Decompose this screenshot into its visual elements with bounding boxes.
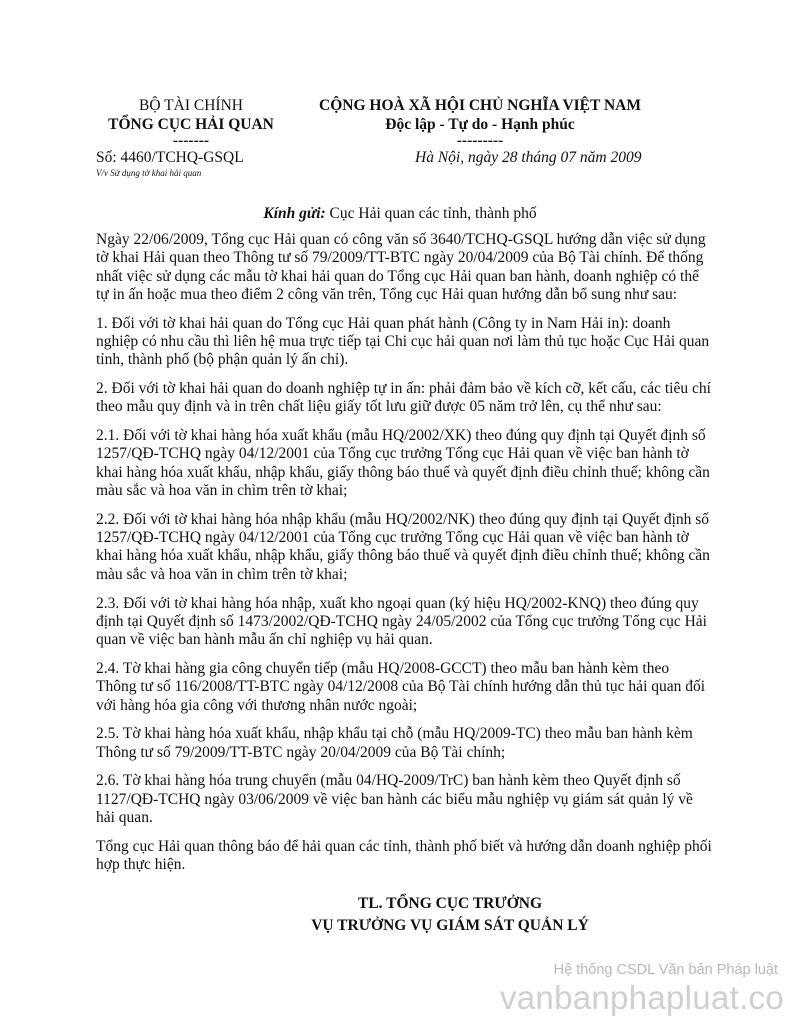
recipient-value: Cục Hải quan các tỉnh, thành phố xyxy=(325,205,537,222)
right-divider: --------- xyxy=(456,132,504,149)
national-motto: Độc lập - Tự do - Hạnh phúc xyxy=(385,116,575,133)
watermark-caption: Hệ thống CSDL Văn bản Pháp luật xyxy=(553,962,778,978)
recipient-line xyxy=(0,205,800,223)
paragraph-item-2: 2. Đối với tờ khai hải quan do doanh nghiệp tự in ấn: phải đảm bảo về kích cỡ, kết cấu, các tiêu chí theo mẫu quy định và in trên chất liệu giấy tốt lưu giữ được 05 năm trở lên, cụ thể như sau: xyxy=(96,380,711,416)
paragraph-item-2-1: 2.1. Đối với tờ khai hàng hóa xuất khẩu (mẫu HQ/2002/XK) theo đúng quy định tại Quyết định số 1257/QĐ-TCHQ ngày 04/12/2001 của Tổng cục trưởng Tổng cục Hải quan về việc ban hành tờ khai hàng hóa xuất khẩu, nhập khẩu, giấy thông báo thuế và quyết định điều chỉnh thuế; không cần màu sắc và hoa văn in chìm trên tờ khai; xyxy=(96,427,710,500)
country-name: CỘNG HOÀ XÃ HỘI CHỦ NGHĨA VIỆT NAM xyxy=(319,97,641,114)
signature-title-1: TL. TỔNG CỤC TRƯỞNG xyxy=(357,895,543,912)
document-number: Số: 4460/TCHQ-GSQL xyxy=(96,149,244,166)
left-divider: ------- xyxy=(172,132,210,149)
ministry-name: BỘ TÀI CHÍNH xyxy=(139,97,243,114)
signature-block xyxy=(250,893,650,937)
closing-paragraph: Tổng cục Hải quan thông báo để hải quan các tỉnh, thành phố biết và hướng dẫn doanh nghiệp phối hợp thực hiện. xyxy=(96,837,712,874)
paragraph-item-2-2: 2.2. Đối với tờ khai hàng hóa nhập khẩu (mẫu HQ/2002/NK) theo đúng quy định tại Quyết định số 1257/QĐ-TCHQ ngày 04/12/2001 của Tổng cục trưởng Tổng cục Hải quan về việc ban hành tờ khai hàng hóa xuất khẩu, nhập khẩu, giấy thông báo thuế và quyết định điều chỉnh thuế; không cần màu sắc và hoa văn in chìm trên tờ khai; xyxy=(96,510,710,583)
paragraph-item-2-6: 2.6. Tờ khai hàng hóa trung chuyển (mẫu 04/HQ-2009/TrC) ban hành kèm theo Quyết định số 1127/QĐ-TCHQ ngày 03/06/2009 về việc ban hành các biểu mẫu nghiệp vụ giám sát quản lý về hải quan. xyxy=(96,772,693,827)
paragraph-item-2-3: 2.3. Đối với tờ khai hàng hóa nhập, xuất kho ngoại quan (ký hiệu HQ/2002-KNQ) theo đúng quy định tại Quyết định số 1473/2002/QĐ-TCHQ ngày 24/05/2002 của Tổng cục trưởng Tổng cục Hải quan về việc ban hành mẫu ấn chỉ nghiệp vụ hải quan. xyxy=(96,594,707,649)
place-and-date: Hà Nội, ngày 28 tháng 07 năm 2009 xyxy=(415,149,642,166)
document-body xyxy=(96,231,712,885)
issuer-block xyxy=(96,96,286,148)
national-header xyxy=(300,96,660,148)
recipient-label: Kính gửi: xyxy=(263,205,326,222)
document-subject: V/v Sử dụng tờ khai hải quan xyxy=(96,168,202,178)
paragraph-item-1: 1. Đối với tờ khai hải quan do Tổng cục Hải quan phát hành (Công ty in Nam Hải in): doanh nghiệp có nhu cầu thì liên hệ mua trực tiếp tại Chi cục hải quan nơi làm thủ tục hoặc Cục Hải quan tỉnh, thành phố (bộ phận quản lý ấn chỉ). xyxy=(96,314,710,369)
paragraph-item-2-4: 2.4. Tờ khai hàng gia công chuyển tiếp (mẫu HQ/2008-GCCT) theo mẫu ban hành kèm theo Thông tư số 116/2008/TT-BTC ngày 04/12/2008 của Bộ Tài chính hướng dẫn thủ tục hải quan đối với hàng hóa gia công với thương nhân nước ngoài; xyxy=(96,659,706,714)
intro-paragraph: Ngày 22/06/2009, Tổng cục Hải quan có công văn số 3640/TCHQ-GSQL hướng dẫn việc sử dụng tờ khai Hải quan theo Thông tư số 79/2009/TT-BTC ngày 20/04/2009 của Bộ Tài chính. Để thống nhất việc sử dụng các mẫu tờ khai hải quan do Tổng cục Hải quan ban hành, doanh nghiệp có thể tự in ấn hoặc mua theo điểm 2 công văn trên, Tổng cục Hải quan hướng dẫn bổ sung như sau: xyxy=(96,231,706,303)
signature-title-2: VỤ TRƯỞNG VỤ GIÁM SÁT QUẢN LÝ xyxy=(311,917,589,934)
paragraph-item-2-5: 2.5. Tờ khai hàng hóa xuất khẩu, nhập khẩu tại chỗ (mẫu HQ/2009-TC) theo mẫu ban hành kèm Thông tư số 79/2009/TT-BTC ngày 20/04/2009 của Bộ Tài chính; xyxy=(96,725,693,761)
department-name: TỔNG CỤC HẢI QUAN xyxy=(108,116,274,133)
watermark-site: vanbanphapluat.co xyxy=(499,979,784,1016)
